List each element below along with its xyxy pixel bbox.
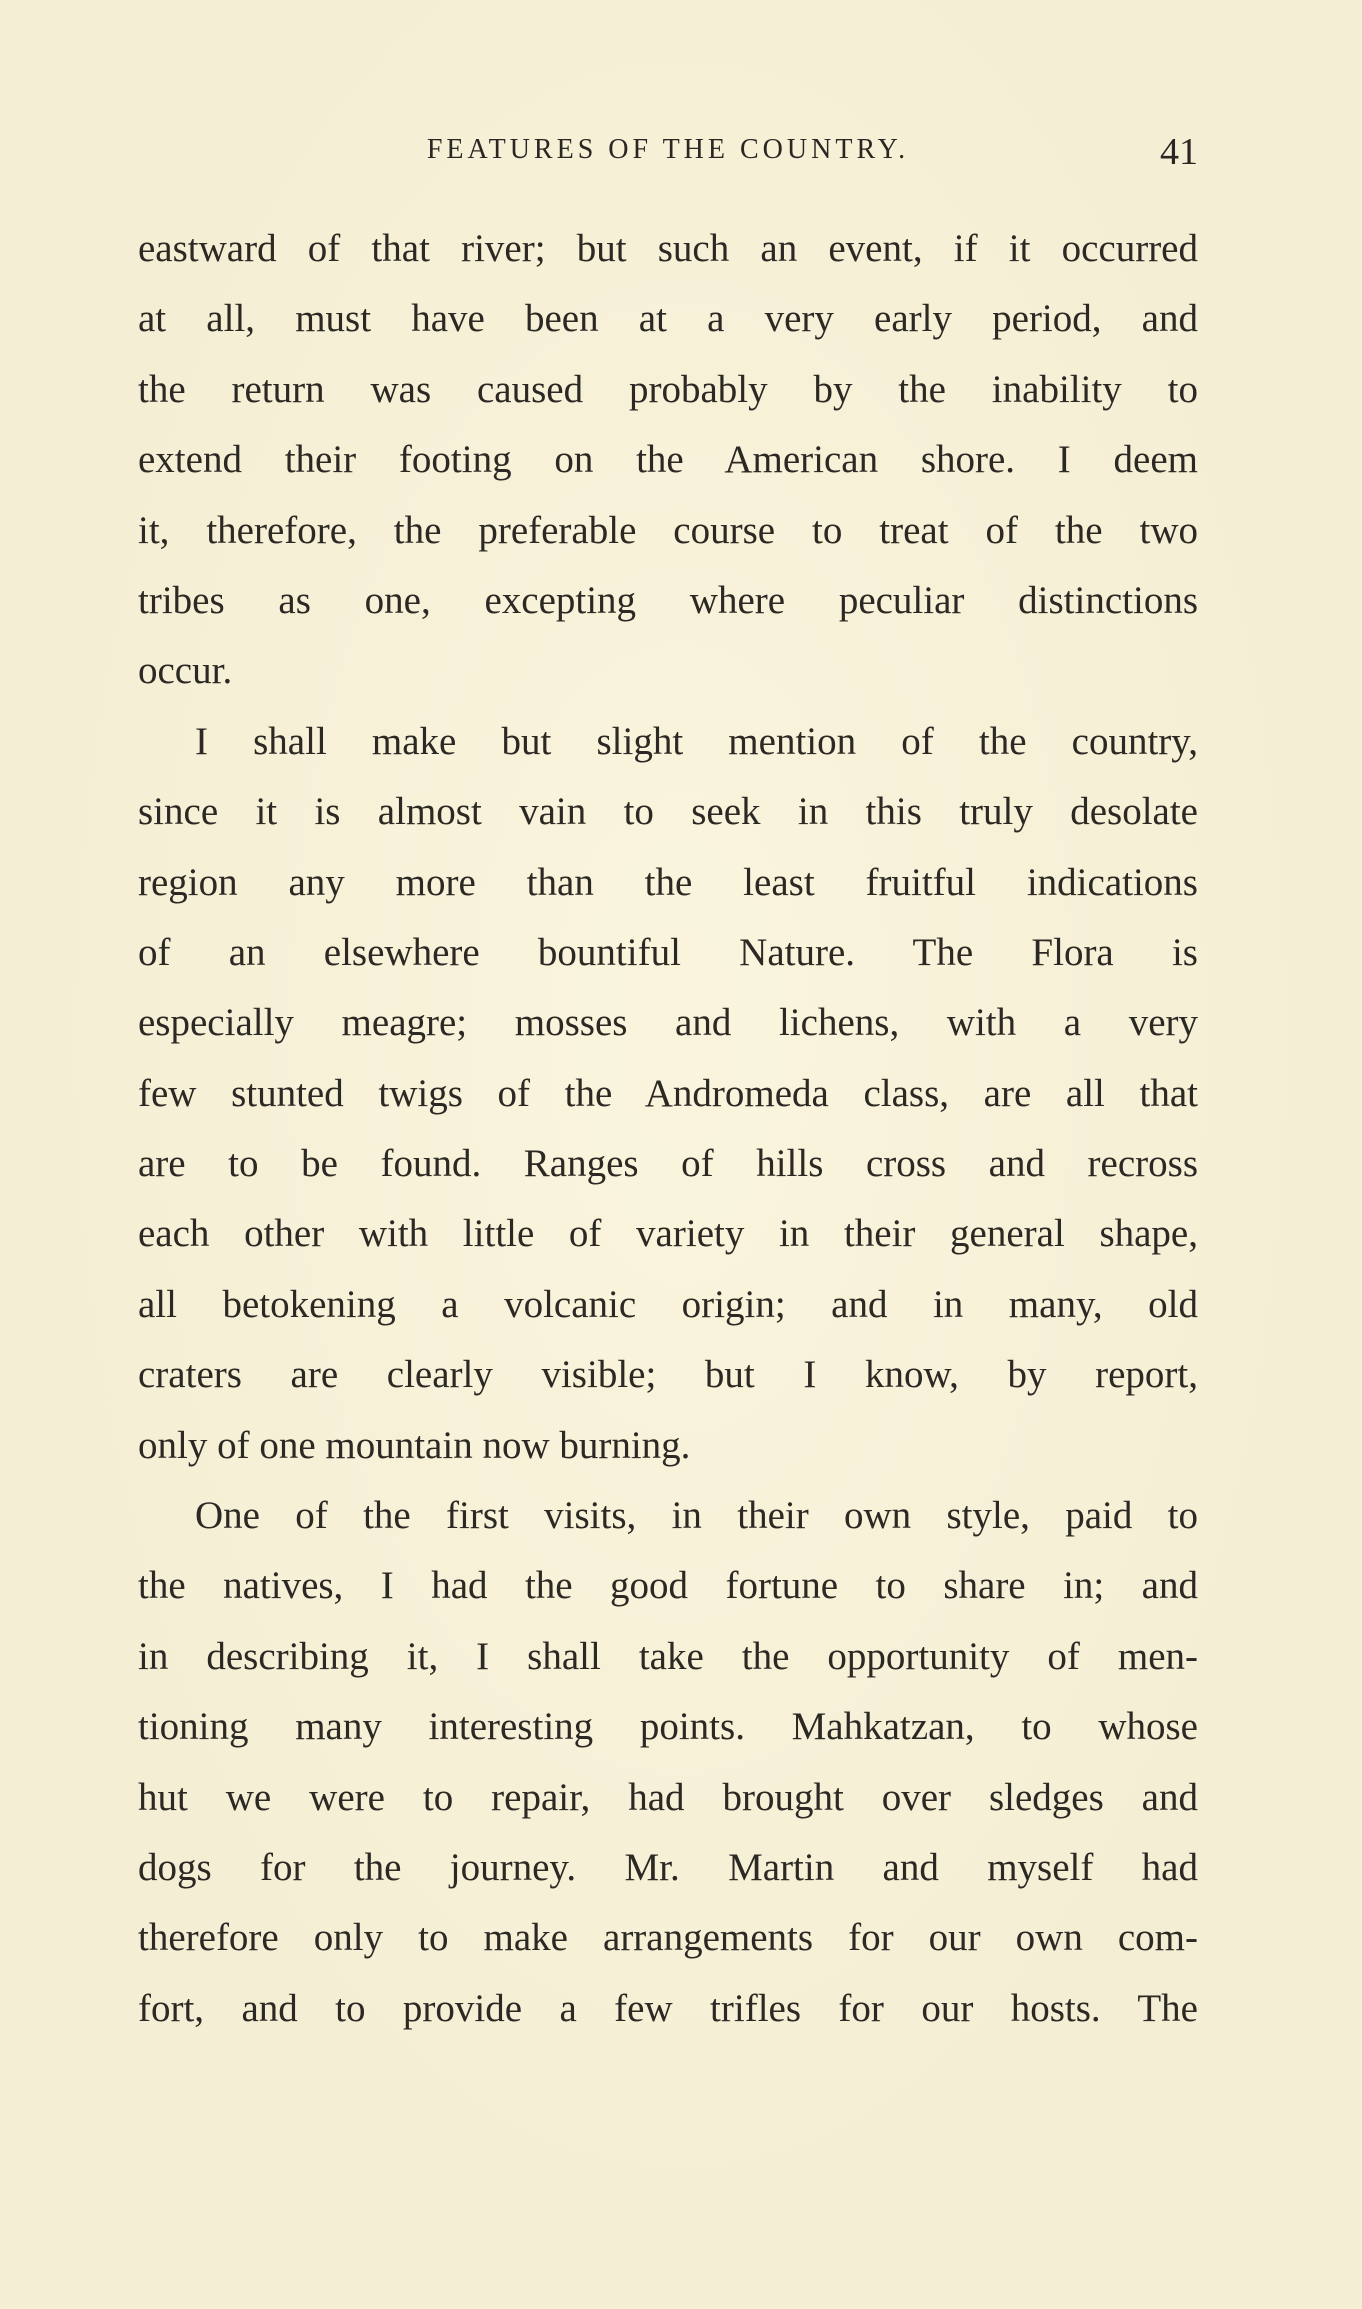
text-line: all betokening a volcanic origin; and in many, old xyxy=(138,1282,1198,1326)
text-line: tioning many interesting points. Mahkatzan, to whose xyxy=(138,1705,1198,1749)
text-line: in describing it, I shall take the opportunity of men- xyxy=(138,1634,1198,1678)
page-number: 41 xyxy=(1160,131,1198,173)
body-text xyxy=(138,214,1198,2044)
text-line: eastward of that river; but such an event, if it occurred xyxy=(138,227,1198,270)
page-header xyxy=(138,130,1198,180)
paragraph xyxy=(138,707,1198,1481)
text-line: of an elsewhere bountiful Nature. The Flora is xyxy=(138,930,1198,974)
text-line: only of one mountain now burning. xyxy=(138,1423,691,1467)
text-line: One of the first visits, in their own style, paid to xyxy=(195,1494,1198,1538)
text-line: it, therefore, the preferable course to treat of the two xyxy=(138,508,1198,552)
text-line: at all, must have been at a very early period, and xyxy=(138,297,1198,341)
text-line: fort, and to provide a few trifles for our hosts. The xyxy=(138,1986,1198,2030)
text-line: the return was caused probably by the inability to xyxy=(138,367,1198,411)
text-line: tribes as one, excepting where peculiar distinctions xyxy=(138,578,1198,622)
paragraph xyxy=(138,214,1198,707)
text-line: extend their footing on the American shore. I deem xyxy=(138,438,1198,482)
text-line: I shall make but slight mention of the country, xyxy=(195,719,1198,763)
paragraph xyxy=(138,1481,1198,2044)
text-line: each other with little of variety in their general shape, xyxy=(138,1212,1198,1256)
text-line: the natives, I had the good fortune to share in; and xyxy=(138,1564,1198,1608)
running-head: FEATURES OF THE COUNTRY. xyxy=(426,134,910,165)
text-line: craters are clearly visible; but I know, by report, xyxy=(138,1353,1198,1397)
text-line: occur. xyxy=(138,649,233,693)
text-line: dogs for the journey. Mr. Martin and myself had xyxy=(138,1845,1198,1889)
text-line: are to be found. Ranges of hills cross and recross xyxy=(138,1142,1198,1186)
text-line: hut we were to repair, had brought over sledges and xyxy=(138,1775,1198,1819)
text-line: since it is almost vain to seek in this truly desolate xyxy=(138,790,1198,834)
text-line: therefore only to make arrangements for our own com- xyxy=(138,1916,1198,1960)
text-line: region any more than the least fruitful indications xyxy=(138,860,1198,904)
text-line: especially meagre; mosses and lichens, with a very xyxy=(138,1001,1198,1045)
text-line: few stunted twigs of the Andromeda class, are all that xyxy=(138,1071,1198,1115)
